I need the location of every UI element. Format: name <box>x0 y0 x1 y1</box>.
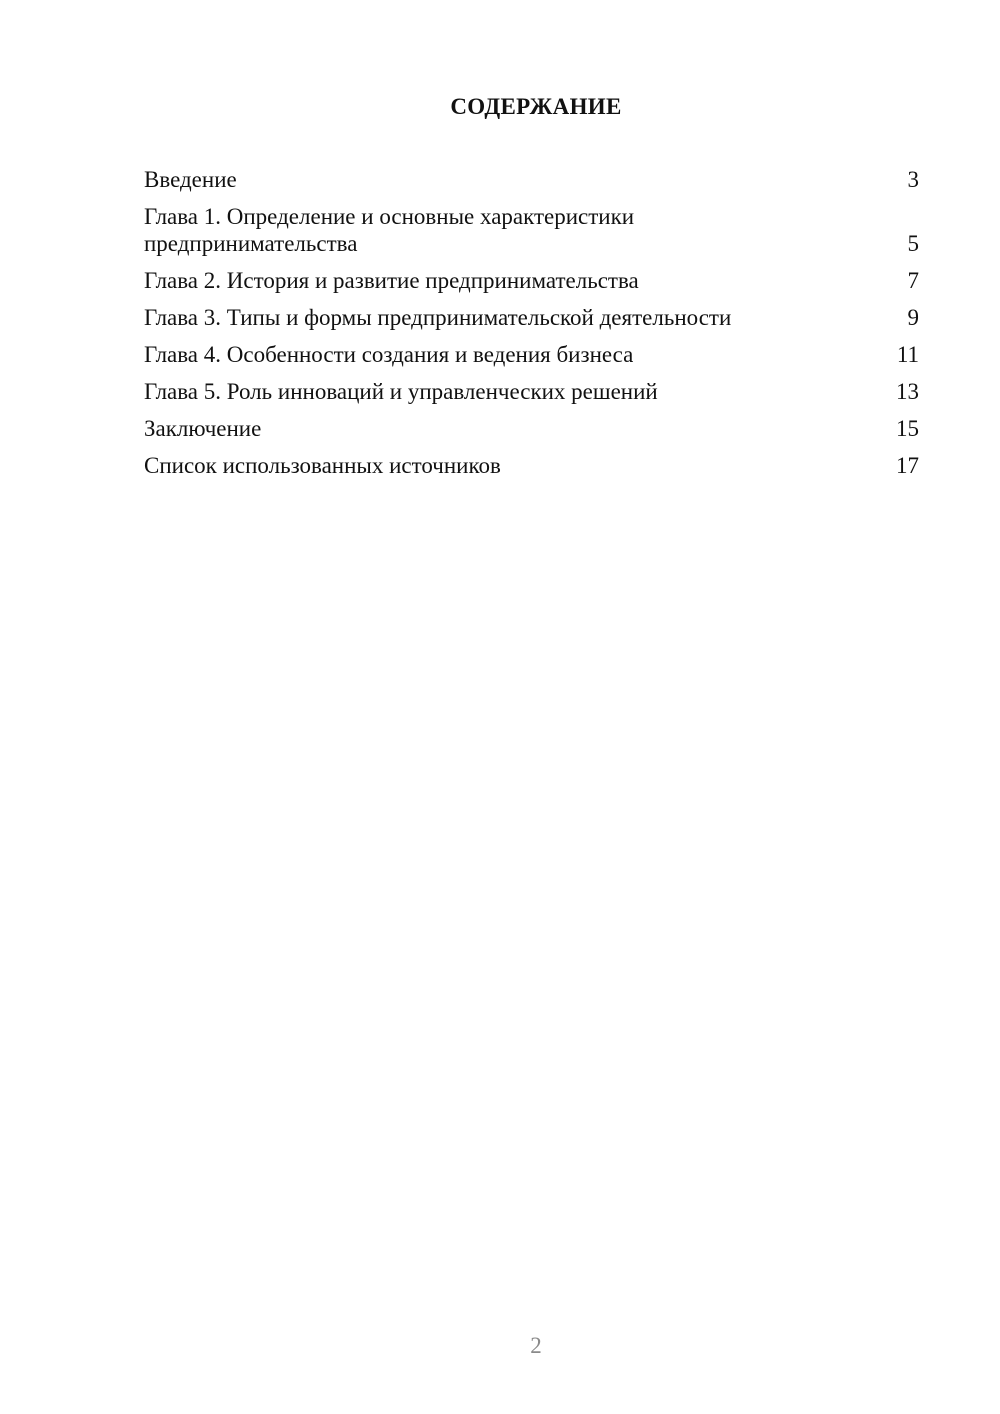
toc-entry-introduction <box>144 166 919 193</box>
toc-entry-page: 9 <box>907 305 919 330</box>
toc-entry-page: 5 <box>907 231 919 256</box>
toc-entry-chapter-1 <box>144 203 919 257</box>
toc-entry-text: Глава 2. История и развитие предпринимательства <box>144 268 639 293</box>
toc-entry-page: 15 <box>896 416 919 441</box>
toc-entry-chapter-2 <box>144 267 919 294</box>
toc-entry-text: Глава 4. Особенности создания и ведения бизнеса <box>144 342 634 367</box>
toc-entry-page: 3 <box>907 167 919 192</box>
table-of-contents <box>144 166 919 489</box>
toc-entry-chapter-4 <box>144 341 919 368</box>
toc-entry-text: Глава 1. Определение и основные характеристики предпринимательства <box>144 204 635 256</box>
toc-entry-text: Введение <box>144 167 237 192</box>
toc-entry-text: Список использованных источников <box>144 453 501 478</box>
page-number: 2 <box>530 1333 542 1358</box>
toc-entry-references <box>144 452 919 479</box>
toc-entry-page: 17 <box>896 453 919 478</box>
toc-entry-chapter-3 <box>144 304 919 331</box>
toc-entry-text: Заключение <box>144 416 262 441</box>
page-title: СОДЕРЖАНИЕ <box>450 94 622 119</box>
toc-entry-text: Глава 5. Роль инноваций и управленческих решений <box>144 379 658 404</box>
toc-entry-page: 7 <box>907 268 919 293</box>
toc-entry-text: Глава 3. Типы и формы предпринимательской деятельности <box>144 305 732 330</box>
toc-entry-conclusion <box>144 415 919 442</box>
toc-entry-page: 13 <box>896 379 919 404</box>
toc-entry-chapter-5 <box>144 378 919 405</box>
toc-entry-page: 11 <box>896 342 919 367</box>
